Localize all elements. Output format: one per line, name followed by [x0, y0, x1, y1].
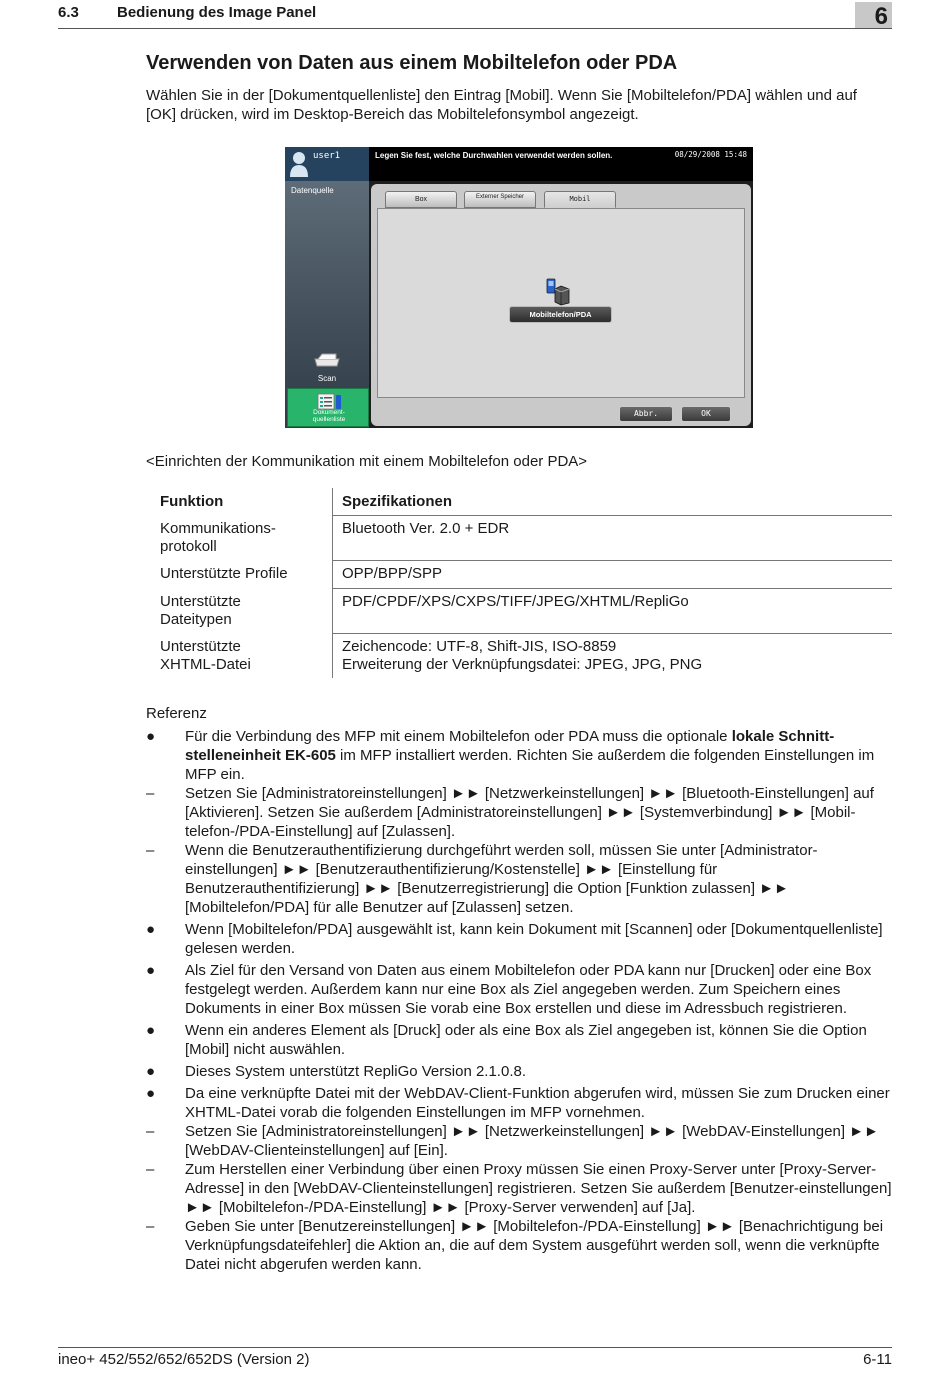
bullet-marker: ●	[146, 1085, 156, 1102]
table-row-divider	[332, 588, 892, 589]
table-column-divider	[332, 488, 333, 678]
row-specification: OPP/BPP/SPP	[342, 565, 443, 582]
reference-text: Als Ziel für den Versand von Daten aus einem Mobiltelefon oder PDA kann nur [Drucken] oder eine Box festgelegt werden. Außerdem kann nur eine Box als Ziel angegeben werden. Zum Speichern eines Dokuments in einer Box müssen Sie vorab eine Box erstellen und diese im Adressbuch registrieren.	[185, 962, 872, 1017]
dash-marker: –	[146, 1218, 155, 1235]
mobile-phone-pda-button[interactable]: Mobiltelefon/PDA	[509, 306, 612, 323]
reference-text: Zum Herstellen einer Verbindung über einen Proxy müssen Sie einen Proxy-Server unter [Proxy-Server-Adresse] in den [WebDAV-Clienteinstellungen] registrieren. Setzen Sie außerdem [Benutzer-einstellungen] ►► [Mobiltelefon-/PDA-Einstellung] ►► [Proxy-Server verwenden] auf [Ja].	[185, 1161, 892, 1216]
dash-marker: –	[146, 1161, 155, 1178]
dash-marker: –	[146, 1123, 155, 1140]
reference-text: Geben Sie unter [Benutzereinstellungen] ►► [Mobiltelefon-/PDA-Einstellung] ►► [Benachrichtigung bei Verknüpfungsdateifehler] die Aktion an, die auf dem System ausgeführt werden soll, wenn die verknüpfte Datei nicht abgerufen werden kann.	[185, 1218, 884, 1273]
row-function: Unterstützte Dateitypen	[160, 593, 241, 628]
list-item	[146, 1217, 893, 1274]
cancel-button[interactable]: Abbr.	[619, 406, 673, 422]
reference-text: Wenn ein anderes Element als [Druck] oder als eine Box als Ziel angegeben ist, können Sie die Option [Mobil] nicht auswählen.	[185, 1022, 867, 1058]
chapter-number: 6	[855, 2, 892, 29]
reference-heading: Referenz	[146, 705, 207, 722]
document-source-label: Dokument- quellenliste	[312, 409, 346, 423]
list-item	[146, 727, 893, 784]
row-specification: PDF/CPDF/XPS/CXPS/TIFF/JPEG/XHTML/RepliGo	[342, 593, 689, 610]
intro-paragraph: Wählen Sie in der [Dokumentquellenliste] den Eintrag [Mobil]. Wenn Sie [Mobiltelefon/PDA] wählen und auf [OK] drücken, wird im Desktop-Bereich das Mobiltelefonsymbol angezeigt.	[146, 87, 857, 123]
reference-text: Setzen Sie [Administratoreinstellungen] ►► [Netzwerkeinstellungen] ►► [Bluetooth-Einstellungen] auf [Aktivieren]. Setzen Sie außerdem [Administratoreinstellungen] ►► [Systemverbindung] ►► [Mobil-telefon-/PDA-Einstellung] auf [Zulassen].	[185, 785, 874, 840]
table-row-divider	[332, 560, 892, 561]
list-item	[146, 961, 893, 1018]
reference-list	[146, 727, 893, 1274]
document-list-icon	[314, 392, 344, 410]
dash-marker: –	[146, 842, 155, 859]
data-source-panel	[285, 181, 369, 428]
document-source-list-button[interactable]	[287, 388, 369, 427]
bullet-marker: ●	[146, 962, 156, 979]
ok-button[interactable]: OK	[681, 406, 731, 422]
mobile-phone-icon[interactable]	[543, 278, 573, 306]
footer-product: ineo+ 452/552/652/652DS (Version 2)	[58, 1351, 310, 1368]
header-function: Funktion	[160, 493, 224, 510]
device-screenshot	[285, 147, 753, 428]
row-specification: Bluetooth Ver. 2.0 + EDR	[342, 520, 510, 537]
tab-mobil[interactable]: Mobil	[544, 191, 616, 208]
page-title: Verwenden von Daten aus einem Mobiltelefon oder PDA	[146, 52, 678, 74]
reference-text: Da eine verknüpfte Datei mit der WebDAV-Client-Funktion abgerufen wird, müssen Sie zum Drucken einer XHTML-Datei vorab die folgenden Einstellungen im MFP vornehmen.	[185, 1085, 890, 1121]
list-item	[146, 841, 893, 917]
tab-box[interactable]: Box	[385, 191, 457, 208]
dash-marker: –	[146, 785, 155, 802]
bullet-marker: ●	[146, 1063, 156, 1080]
section-title: Bedienung des Image Panel	[117, 4, 317, 21]
table-row-divider	[332, 515, 892, 516]
user-icon	[288, 150, 310, 178]
row-function: Kommunikations- protokoll	[160, 520, 276, 555]
datetime: 08/29/2008 15:48	[674, 150, 747, 159]
section-number: 6.3	[58, 4, 79, 21]
table-row-divider	[332, 633, 892, 634]
list-item	[146, 1160, 893, 1217]
scan-label[interactable]: Scan	[317, 374, 337, 383]
bullet-marker: ●	[146, 728, 156, 745]
bullet-marker: ●	[146, 921, 156, 938]
page-number: 6-11	[863, 1351, 892, 1368]
reference-bold-text: lokale Schnitt- stelleneinheit EK-605	[185, 728, 835, 764]
row-specification: Zeichencode: UTF-8, Shift-JIS, ISO-8859 Erweiterung der Verknüpfungsdatei: JPEG, JPG, PNG	[342, 638, 703, 673]
footer-divider	[58, 1347, 892, 1348]
list-item	[146, 1084, 893, 1122]
reference-text: im MFP installiert werden. Richten Sie außerdem die folgenden Einstellungen im MFP ein.	[185, 747, 875, 783]
user-area	[285, 147, 369, 181]
reference-text: Wenn die Benutzerauthentifizierung durchgeführt werden soll, müssen Sie unter [Administrator-einstellungen] ►► [Benutzerauthentifizierung/Kostenstelle] ►► [Einstellung für Benutzerauthentifizierung] ►► [Benutzerregistrierung] die Option [Funktion zulassen] ►► [Mobiltelefon/PDA] für alle Benutzer auf [Zulassen] setzen.	[185, 842, 818, 916]
reference-text: Dieses System unterstützt RepliGo Version 2.1.0.8.	[185, 1063, 526, 1080]
table-caption: <Einrichten der Kommunikation mit einem Mobiltelefon oder PDA>	[146, 453, 588, 470]
header-divider	[58, 28, 892, 29]
reference-text: Für die Verbindung des MFP mit einem Mobiltelefon oder PDA muss die optionale	[185, 728, 732, 745]
user-name: user1	[313, 151, 341, 161]
data-source-label: Datenquelle	[291, 186, 334, 195]
list-item	[146, 1122, 893, 1160]
message-bar	[369, 147, 753, 181]
row-function: Unterstützte Profile	[160, 565, 288, 582]
header-specifications: Spezifikationen	[342, 493, 453, 510]
scanner-icon[interactable]	[312, 351, 342, 369]
bullet-marker: ●	[146, 1022, 156, 1039]
reference-text: Wenn [Mobiltelefon/PDA] ausgewählt ist, kann kein Dokument mit [Scannen] oder [Dokumentquellenliste] gelesen werden.	[185, 921, 883, 957]
list-item	[146, 920, 893, 958]
list-item	[146, 1021, 893, 1059]
list-item	[146, 784, 893, 841]
row-function: Unterstützte XHTML-Datei	[160, 638, 251, 673]
list-item	[146, 1062, 893, 1081]
tab-external-storage[interactable]: Externer Speicher	[464, 191, 536, 208]
message-text: Legen Sie fest, welche Durchwahlen verwendet werden sollen.	[375, 151, 613, 160]
reference-text: Setzen Sie [Administratoreinstellungen] ►► [Netzwerkeinstellungen] ►► [WebDAV-Einstellungen] ►► [WebDAV-Clienteinstellungen] auf [Ein].	[185, 1123, 879, 1159]
